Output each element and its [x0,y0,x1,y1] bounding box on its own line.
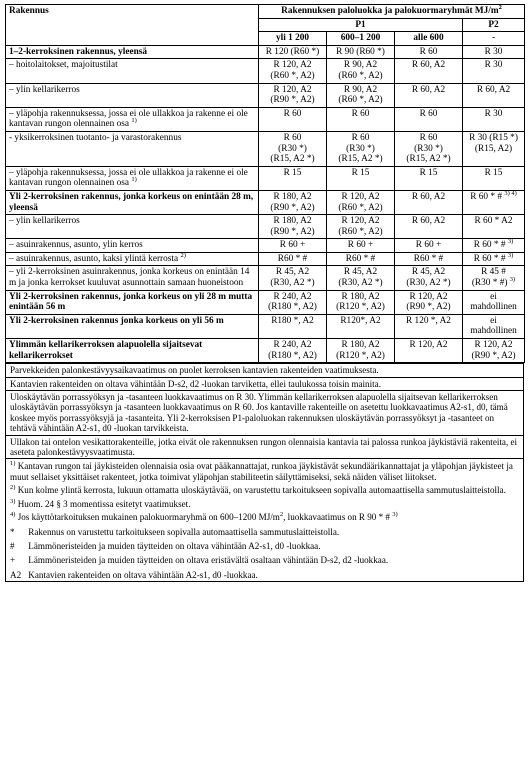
table-row [6,252,525,266]
note-row [6,377,524,390]
cell-footnote-mark: 3) [509,275,516,283]
footnote-text: Kantavan rungon tai jäykisteiden olennaisia osia ovat pääkannattajat, runkoa jäykistävät sekundäärikannattajat ja yläpohjan jäykisteet ja muut sellaiset yksittäiset rakenteet, jotka toimivat yläpohjan stabiliteetin säilyttämiseksi, sekä näiden väliset liitokset. [10,461,513,482]
footnote-text: Kun kolme ylintä kerrosta, lukuun ottamatta uloskäytävää, on varustettu tarkoitukseen sopivalla automaattisella sammutuslaitteistolla. [17,485,506,496]
row-cell: R 120, A2 (R90 *, A2) [395,290,463,314]
row-cell: R 60 (R30 *) (R15, A2 *) [259,131,327,166]
row-cell: R 60 * # $^{3)}$ [463,239,525,253]
row-cell: R 60 + [259,239,327,253]
row-cell: R 60 + [327,239,395,253]
table-row [6,45,525,59]
table-row [6,266,525,290]
row-cell: R 15 [395,166,463,190]
footnote-mark: 1) [10,460,16,468]
row-label [6,314,259,338]
note-row [6,567,524,582]
row-cell: R180 *, A2 [259,314,327,338]
row-label-text: – asuinrakennus, asunto, ylin kerros [9,240,143,251]
header-row-1 [6,5,525,19]
row-cell: R 60, A2 [395,59,463,83]
table-row [6,131,525,166]
row-cell: R 60, A2 [463,83,525,107]
row-cell: R 60 (R30 *) (R15, A2 *) [327,131,395,166]
note-cell [6,538,524,552]
row-cell: R 30 [463,45,525,59]
legend-symbol: + [10,555,16,566]
note-cell [6,483,524,496]
row-cell: R 60 [327,107,395,131]
table-row [6,107,525,131]
row-label-text: – ylin kellarikerros [9,84,80,95]
footnote-mark: 2) [10,484,16,492]
note-row [6,524,524,538]
row-cell: R 120, A2 (R60 *, A2) [327,215,395,239]
table-row [6,314,525,338]
row-cell: R 60 * A2 [463,215,525,239]
row-label [6,252,259,266]
note-cell [6,459,524,483]
header-p1: P1 [259,18,463,32]
row-cell: R 240, A2 (R180 *, A2) [259,339,327,363]
row-footnote-mark: 1) [131,176,137,184]
note-cell [6,567,524,582]
row-cell: R 45, A2 (R30, A2 *) [327,266,395,290]
row-cell: R 60 (R30 *) (R15, A2 *) [395,131,463,166]
row-cell: R 120, A2 (R60 *, A2) [327,190,395,214]
row-cell: R 180, A2 (R120 *, A2) [327,339,395,363]
row-label [6,339,259,363]
row-cell: R 120, A2 (R90 *, A2) [463,339,525,363]
row-label [6,290,259,314]
row-label-text: Yli 2-kerroksinen rakennus, jonka korkeus on yli 28 m mutta enintään 56 m [9,291,253,313]
row-cell: R 15 [463,166,525,190]
note-text: Parvekkeiden palonkestävyysaikavaatimus on puolet kerroksen kantavien rakenteiden vaatimuksesta. [10,365,379,376]
row-label [6,131,259,166]
note-row [6,391,524,436]
note-row [6,459,524,483]
legend-text: Lämmöneristeiden ja muiden täytteiden on oltava vähintään A2-s1, d0 -luokkaa. [28,540,321,551]
row-cell: R 90, A2 (R60 *, A2) [327,83,395,107]
row-cell: R 180, A2 (R120 *, A2) [327,290,395,314]
note-row [6,483,524,496]
row-footnote-mark: 1) [131,117,137,125]
row-label-text: – yli 2-kerroksinen asuinrakennus, jonka korkeus on enintään 14 m ja jonka kerrokset kuuluvat asunnottain samaan huoneistoon [9,267,250,289]
row-cell: R 120, A2 [395,339,463,363]
footnote-text: Huom. 24 § 3 momentissa esitetyt vaatimukset. [17,498,191,509]
note-cell [6,552,524,566]
row-cell: R 180, A2 (R90 *, A2) [259,190,327,214]
row-cell: R 90 (R60 *) [327,45,395,59]
legend-symbol: * [10,526,15,537]
footnote-end-mark: 3) [392,511,398,519]
note-cell [6,435,524,459]
footnote-mark: 3) [10,497,16,505]
row-label-text: – hoitolaitokset, majoitustilat [9,60,118,71]
header-p2: P2 [463,18,525,32]
cell-footnote-mark: 3) [507,251,514,259]
note-text: Uloskäytävän porrassyöksyn ja -tasanteen luokkavaatimus on R 30. Ylimmän kellarikerroksen alapuolella sijaitsevan kellarikerroksen uloskäytävän porrassyöksyn ja -tasanteen luokkavaatimus on R 60. Jos kantaville rakenteille on asetettu luokkavaatimus A2-s1, d0, tämä koskee myös porrassyöksyjä ja -tasanteita. Yli 2-kerroksisen P1-paloluokan rakennuksen uloskäytävän porrassyöksyt ja -tasanteet on tehtävä vähintään A2-s1, d0 -luokan tarvikkeista. [10,392,508,434]
row-label [6,266,259,290]
footnote-sup: 2 [279,511,284,519]
row-label [6,190,259,214]
row-label [6,166,259,190]
legend-symbol: # [10,540,15,551]
note-cell [6,497,524,510]
table-row [6,215,525,239]
table-row [6,166,525,190]
row-cell: R 120, A2 (R60 *, A2) [259,59,327,83]
row-cell: R 45 # (R30 * #) $^{3)}$ [463,266,525,290]
row-label [6,239,259,253]
footnote-text: , luokkavaatimus on R 90 * # [283,512,390,523]
row-cell: R 60, A2 [395,215,463,239]
row-cell: R120*, A2 [327,314,395,338]
row-label [6,83,259,107]
row-label-text: Ylimmän kellarikerroksen alapuolella sijaitsevat kellarikerrokset [9,340,203,361]
row-cell: R 60, A2 [395,83,463,107]
row-label-text: – yläpohja rakennuksessa, jossa ei ole ullakkoa ja rakenne ei ole kantavan rungon olennainen osa [9,167,248,189]
row-cell: R 15 [259,166,327,190]
row-cell: R 120 (R60 *) [259,45,327,59]
table-row [6,190,525,214]
note-row [6,497,524,510]
note-row [6,538,524,552]
legend-text: Kantavien rakenteiden on oltava vähintään A2-s1, d0 -luokkaa. [28,569,258,580]
row-label-text: – asuinrakennus, asunto, kaksi ylintä kerrosta [9,253,179,264]
note-cell [6,510,524,523]
row-label [6,107,259,131]
row-cell: R 45, A2 (R30, A2 *) [259,266,327,290]
row-label-text: Yli 2-kerroksinen rakennus jonka korkeus on yli 56 m [9,315,224,326]
row-cell: R 120 *, A2 [395,314,463,338]
table-row [6,59,525,83]
row-cell: ei mahdollinen [463,290,525,314]
row-cell: ei mahdollinen [463,314,525,338]
row-cell: R 60 * # $^{3) 4)}$ [463,190,525,214]
note-cell [6,391,524,436]
header-sub-2: 600–1 200 [327,32,395,46]
row-cell: R 60 [395,107,463,131]
note-text: Ullakon tai ontelon vesikattorakenteille, jotka eivät ole rakennuksen rungon olennaisia kantavia tai palossa runkoa jäykistäviä rakenteita, ei aseteta palonkestävyysvaatimusta. [10,436,518,458]
row-cell: R 90, A2 (R60 *, A2) [327,59,395,83]
header-class: Rakennuksen paloluokka ja palokuormaryhmät $MJ/m^2$ [259,5,525,19]
row-cell: R 15 [327,166,395,190]
row-label-text: - yksikerroksinen tuotanto- ja varastorakennus [9,132,182,143]
row-label-text: – ylin kellarikerros [9,216,80,227]
row-cell: R 60 + [395,239,463,253]
row-cell: R 60 [395,45,463,59]
table-row [6,290,525,314]
note-cell [6,377,524,390]
row-label-text: – yläpohja rakennuksessa, jossa ei ole ullakkoa ja rakenne ei ole kantavan rungon olennainen osa [9,108,248,130]
row-cell: R 60, A2 [395,190,463,214]
table-row [6,83,525,107]
footnote-text: Jos käyttötarkoituksen mukainen palokuormaryhmä on 600–1200 MJ/m [17,512,280,523]
row-footnote-mark: 2) [180,251,186,259]
row-label-text: Yli 2-kerroksinen rakennus, jonka korkeus on enintään 28 m, yleensä [9,191,254,213]
row-cell: R 30 (R15 *) (R15, A2) [463,131,525,166]
note-row [6,364,524,377]
row-cell: R 180, A2 (R90 *, A2) [259,215,327,239]
header-sub-1: yli 1 200 [259,32,327,46]
notes-table [5,363,524,582]
row-cell: R60 * # [327,252,395,266]
legend-symbol: A2 [10,569,22,580]
legend-text: Rakennus on varustettu tarkoitukseen sopivalla automaattisella sammutuslaitteistolla. [28,526,340,537]
note-row [6,435,524,459]
row-label [6,45,259,59]
row-label [6,59,259,83]
row-cell: R60 * # [259,252,327,266]
header-sub-3: alle 600 [395,32,463,46]
cell-footnote-mark: 3) [507,238,514,246]
table-row [6,239,525,253]
row-cell: R 60 [259,107,327,131]
row-cell: R 45, A2 (R30, A2 *) [395,266,463,290]
note-cell [6,524,524,538]
fire-class-document [5,4,524,582]
table-row [6,339,525,363]
note-row [6,552,524,566]
row-cell: R 60 * # $^{3)}$ [463,252,525,266]
note-cell [6,364,524,377]
note-row [6,510,524,523]
row-label [6,215,259,239]
footnote-mark: 4) [10,511,16,519]
row-cell: R 240, A2 (R180 *, A2) [259,290,327,314]
note-text: Kantavien rakenteiden on oltava vähintään D-s2, d2 -luokan tarviketta, ellei taulukossa toisin mainita. [10,378,381,389]
row-cell: R 30 [463,107,525,131]
row-label-text: 1–2-kerroksinen rakennus, yleensä [9,46,148,57]
row-cell: R 120, A2 (R90 *, A2) [259,83,327,107]
row-cell: R 30 [463,59,525,83]
legend-text: Lämmöneristeiden ja muiden täytteiden on oltava eristävältä osaltaan vähintään D-s2, d2 -luokkaa. [28,555,389,566]
fire-class-table [5,4,525,363]
row-cell: R60 * # [395,252,463,266]
cell-footnote-mark: 3) 4) [504,189,517,197]
header-sub-4: - [463,32,525,46]
header-building: Rakennus [6,5,259,46]
